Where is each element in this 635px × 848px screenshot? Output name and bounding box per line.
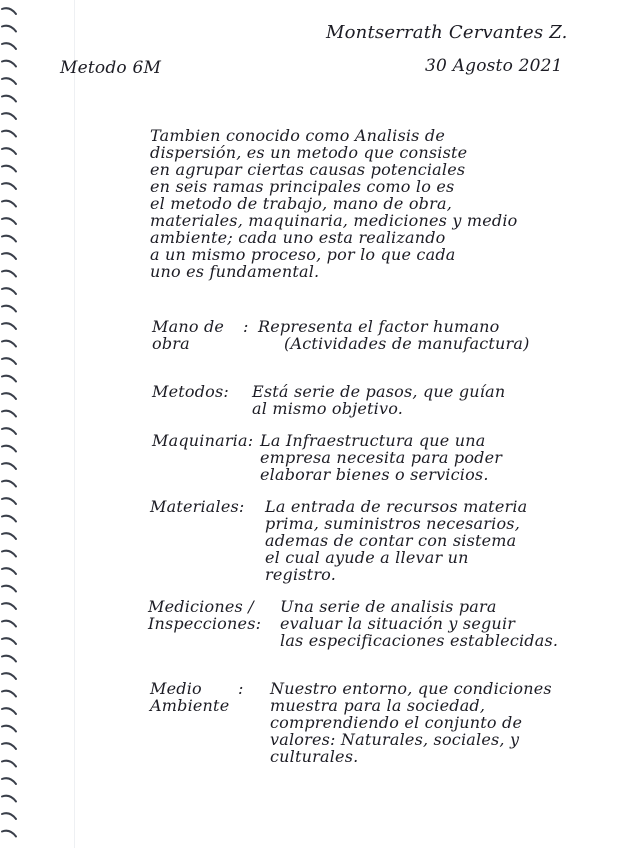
spiral-ring	[2, 673, 16, 679]
spiral-ring	[2, 8, 16, 14]
spiral-ring	[2, 603, 16, 609]
spiral-ring	[2, 516, 16, 522]
spiral-ring	[2, 201, 16, 207]
term-colon: :	[243, 317, 249, 336]
term-mano-de-obra: Mano de obra	[152, 317, 225, 353]
author-name: Montserrath Cervantes Z.	[326, 22, 568, 43]
intro-line: en agrupar ciertas causas potenciales	[150, 160, 466, 179]
spiral-ring	[2, 551, 16, 557]
spiral-ring	[2, 253, 16, 259]
spiral-ring	[2, 341, 16, 347]
spiral-ring	[2, 166, 16, 172]
intro-line: a un mismo proceso, por lo que cada	[150, 245, 456, 264]
spiral-ring	[2, 78, 16, 84]
spiral-ring	[2, 323, 16, 329]
spiral-ring	[2, 638, 16, 644]
definition-maquinaria: La Infraestructura que una empresa necesita para poder elaborar bienes o servicios.	[260, 431, 503, 484]
spiral-ring	[2, 481, 16, 487]
spiral-ring	[2, 621, 16, 627]
spiral-ring	[2, 726, 16, 732]
spiral-ring	[2, 778, 16, 784]
spiral-ring	[2, 708, 16, 714]
definition-metodos: Está serie de pasos, que guían al mismo objetivo.	[252, 382, 506, 418]
intro-line: materiales, maquinaria, mediciones y medio	[150, 211, 518, 230]
intro-line: el metodo de trabajo, mano de obra,	[150, 194, 452, 213]
spiral-ring	[2, 831, 16, 837]
spiral-ring	[2, 183, 16, 189]
spiral-ring	[2, 743, 16, 749]
definition-materiales: La entrada de recursos materia prima, suministros necesarios, ademas de contar con sistema el cual ayude a llevar un registro.	[265, 497, 528, 584]
term-materiales: Materiales:	[150, 497, 245, 516]
spiral-ring	[2, 393, 16, 399]
definition-medio-ambiente: Nuestro entorno, que condiciones muestra para la sociedad, comprendiendo el conjunto de valores: Naturales, sociales, y culturales.	[270, 679, 552, 766]
term-mediciones-inspecciones: Mediciones / Inspecciones:	[148, 597, 262, 633]
spiral-ring	[2, 568, 16, 574]
spiral-ring	[2, 761, 16, 767]
spiral-ring	[2, 61, 16, 67]
spiral-ring	[2, 498, 16, 504]
spiral-ring	[2, 306, 16, 312]
term-colon: :	[238, 679, 244, 698]
intro-line: Tambien conocido como Analisis de	[150, 126, 445, 145]
spiral-ring	[2, 96, 16, 102]
spiral-ring	[2, 271, 16, 277]
term-maquinaria: Maquinaria:	[152, 431, 254, 450]
spiral-ring	[2, 656, 16, 662]
spiral-ring	[2, 463, 16, 469]
page-title: Metodo 6M	[60, 58, 162, 78]
intro-line: uno es fundamental.	[150, 262, 320, 281]
spiral-binding	[0, 0, 22, 848]
spiral-ring	[2, 796, 16, 802]
spiral-ring	[2, 813, 16, 819]
spiral-ring	[2, 691, 16, 697]
spiral-ring	[2, 218, 16, 224]
intro-paragraph	[150, 127, 518, 280]
intro-line: dispersión, es un metodo que consiste	[150, 143, 468, 162]
spiral-ring	[2, 428, 16, 434]
spiral-ring	[2, 26, 16, 32]
term-medio-ambiente: Medio Ambiente	[150, 679, 230, 715]
spiral-ring	[2, 533, 16, 539]
spiral-ring	[2, 411, 16, 417]
definition-mediciones-inspecciones: Una serie de analisis para evaluar la situación y seguir las especificaciones establecidas.	[280, 597, 559, 650]
term-metodos: Metodos:	[152, 382, 229, 401]
spiral-ring	[2, 131, 16, 137]
spiral-ring	[2, 358, 16, 364]
spiral-ring	[2, 148, 16, 154]
spiral-ring	[2, 113, 16, 119]
spiral-ring	[2, 43, 16, 49]
spiral-ring	[2, 288, 16, 294]
intro-line: ambiente; cada uno esta realizando	[150, 228, 446, 247]
spiral-ring	[2, 236, 16, 242]
spiral-ring	[2, 376, 16, 382]
spiral-ring	[2, 586, 16, 592]
date: 30 Agosto 2021	[425, 56, 563, 76]
spiral-ring	[2, 446, 16, 452]
margin-line	[74, 0, 75, 848]
definition-mano-de-obra: Representa el factor humano (Actividades de manufactura)	[258, 317, 530, 353]
intro-line: en seis ramas principales como lo es	[150, 177, 455, 196]
